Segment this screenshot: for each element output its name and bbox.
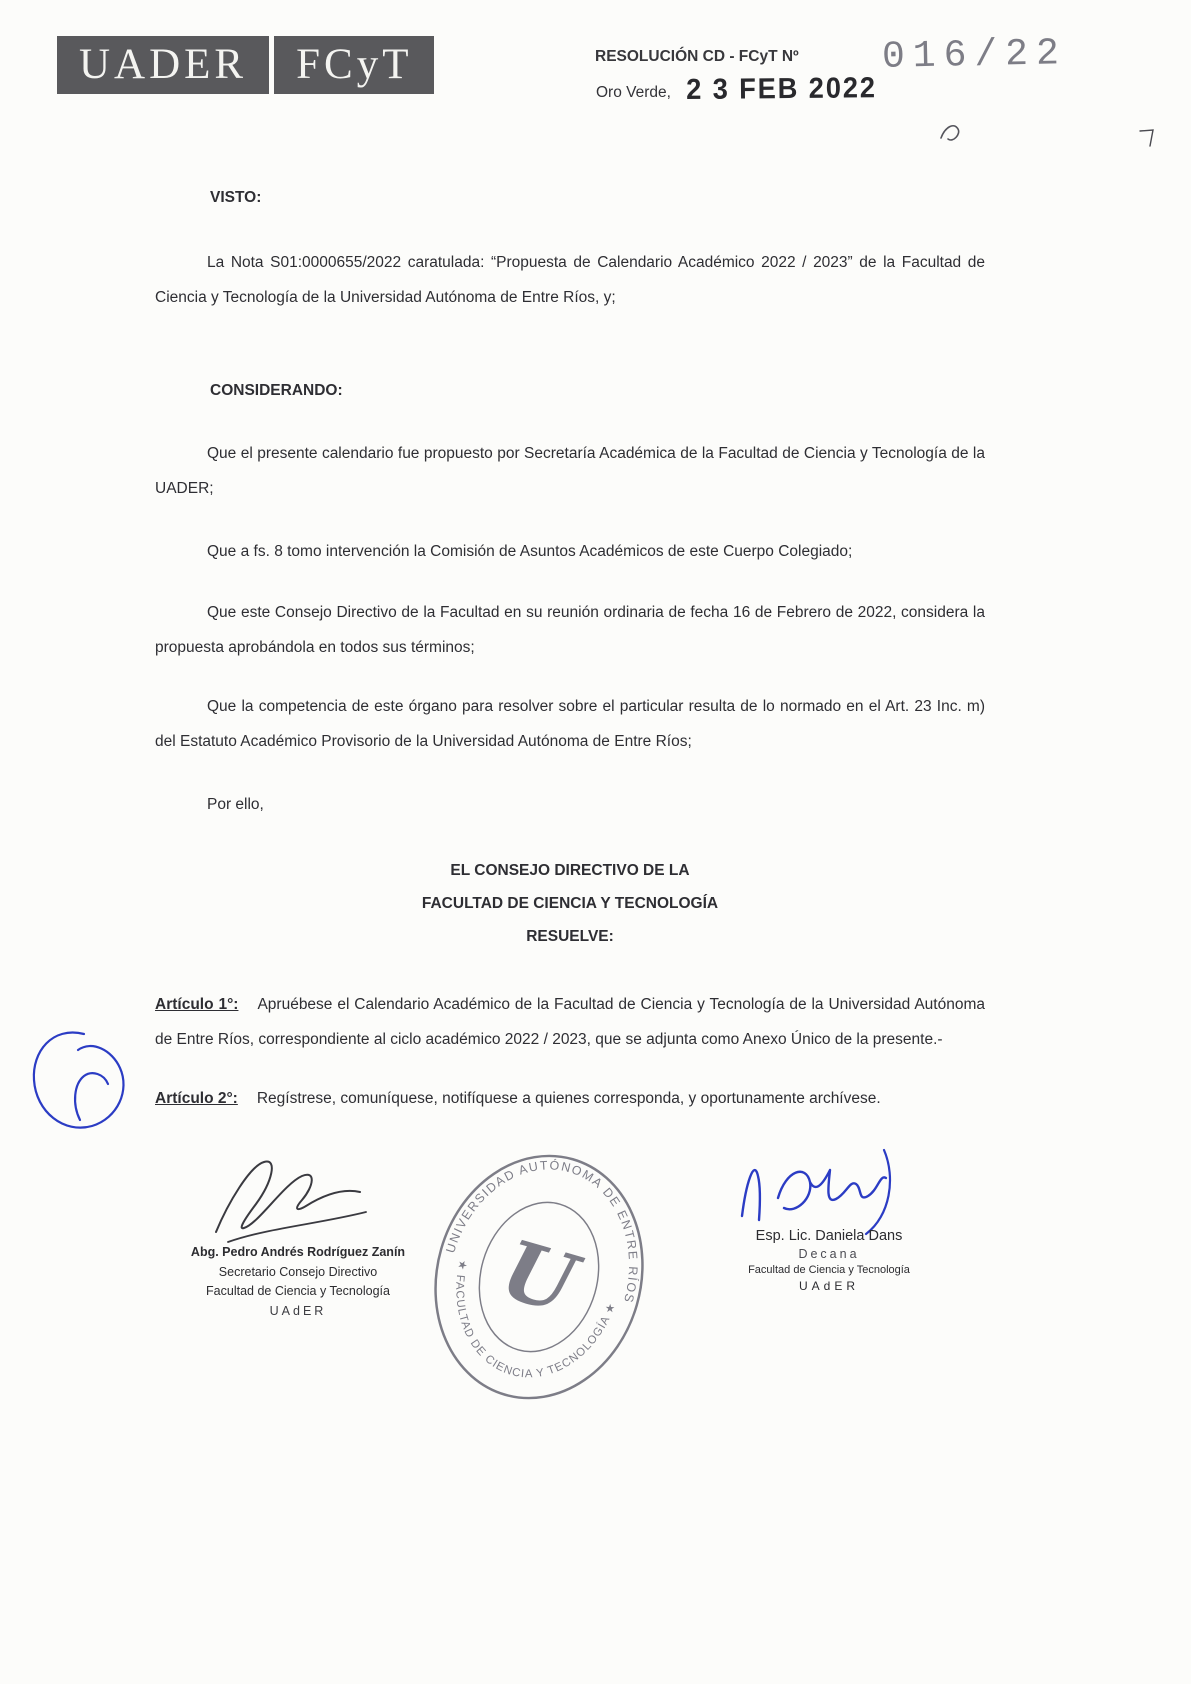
- dean-faculty: Facultad de Ciencia y Tecnología: [748, 1264, 910, 1276]
- resolve-heading-block: [155, 854, 985, 953]
- considerando-paragraph: Que el presente calendario fue propuesto por Secretaría Académica de la Facultad de Ciencia y Tecnología de la UADER;: [155, 445, 985, 497]
- secretary-name: Abg. Pedro Andrés Rodríguez Zanín: [190, 1245, 406, 1259]
- pen-dash-icon: [1138, 126, 1158, 150]
- article-1: [155, 987, 985, 1057]
- resolution-number-stamp: 016/22: [881, 32, 1068, 79]
- visto-heading: VISTO:: [210, 189, 262, 206]
- stamp-bottom-text: ★ FACULTAD DE CIENCIA Y TECNOLOGÍA ★: [453, 1258, 619, 1381]
- article-2: [155, 1081, 985, 1116]
- fcyt-logo-box: FCyT: [274, 36, 434, 94]
- resolve-heading-line: FACULTAD DE CIENCIA Y TECNOLOGÍA: [421, 895, 719, 912]
- visto-paragraph: La Nota S01:0000655/2022 caratulada: “Propuesta de Calendario Académico 2022 / 2023” de la Facultad de Ciencia y Tecnología de la Universidad Autónoma de Entre Ríos, y;: [155, 254, 985, 306]
- dean-role: Decana: [798, 1247, 860, 1261]
- document-body: [155, 180, 985, 1116]
- stamp-center-letter: U: [491, 1222, 586, 1333]
- uader-logo-box: UADER: [57, 36, 269, 94]
- faculty-oval-stamp: [398, 1121, 680, 1433]
- place-line: Oro Verde,: [596, 84, 671, 101]
- article-1-text: Apruébese el Calendario Académico de la Facultad de Ciencia y Tecnología de la Universidad Autónoma de Entre Ríos, correspondiente al ciclo académico 2022 / 2023, que se adjunta como Anexo Único de la presente.-: [155, 996, 986, 1048]
- considerando-paragraph: Que este Consejo Directivo de la Facultad en su reunión ordinaria de fecha 16 de Febrero de 2022, considera la propuesta aprobándola en todos sus términos;: [155, 604, 985, 656]
- secretary-role: Secretario Consejo Directivo: [218, 1264, 378, 1279]
- por-ello-line: Por ello,: [207, 796, 264, 813]
- dean-name: Esp. Lic. Daniela Dans: [755, 1228, 903, 1244]
- secretary-signature-block: [148, 1243, 448, 1321]
- resolution-label: RESOLUCIÓN CD - FCyT Nº: [595, 48, 799, 65]
- resolve-heading-line: EL CONSEJO DIRECTIVO DE LA: [450, 862, 690, 879]
- dean-signature-block: [700, 1228, 958, 1293]
- article-2-label: Artículo 2°:: [155, 1090, 238, 1107]
- article-1-label: Artículo 1°:: [155, 996, 239, 1013]
- stamp-top-text: UNIVERSIDAD AUTÓNOMA DE ENTRE RÍOS: [443, 1158, 641, 1306]
- resolve-heading-line: RESUELVE:: [526, 928, 614, 945]
- considerando-paragraph: Que la competencia de este órgano para resolver sobre el particular resulta de lo normado en el Art. 23 Inc. m) del Estatuto Académico Provisorio de la Universidad Autónoma de Entre Ríos;: [155, 698, 985, 750]
- secretary-university: UAdER: [269, 1303, 327, 1318]
- pen-tick-icon: [938, 120, 962, 146]
- dean-university: UAdER: [798, 1279, 859, 1293]
- considerando-heading: CONSIDERANDO:: [210, 382, 343, 399]
- pen-scribble-circle-icon: [22, 1022, 140, 1144]
- date-stamp: 2 3 FEB 2022: [686, 72, 878, 106]
- article-2-text: Regístrese, comuníquese, notifíquese a quienes corresponda, y oportunamente archívese.: [256, 1090, 881, 1107]
- uader-fcyt-logo: [57, 36, 434, 94]
- considerando-paragraph: Que a fs. 8 tomo intervención la Comisión de Asuntos Académicos de este Cuerpo Colegiado;: [207, 543, 853, 560]
- secretary-faculty: Facultad de Ciencia y Tecnología: [206, 1284, 390, 1298]
